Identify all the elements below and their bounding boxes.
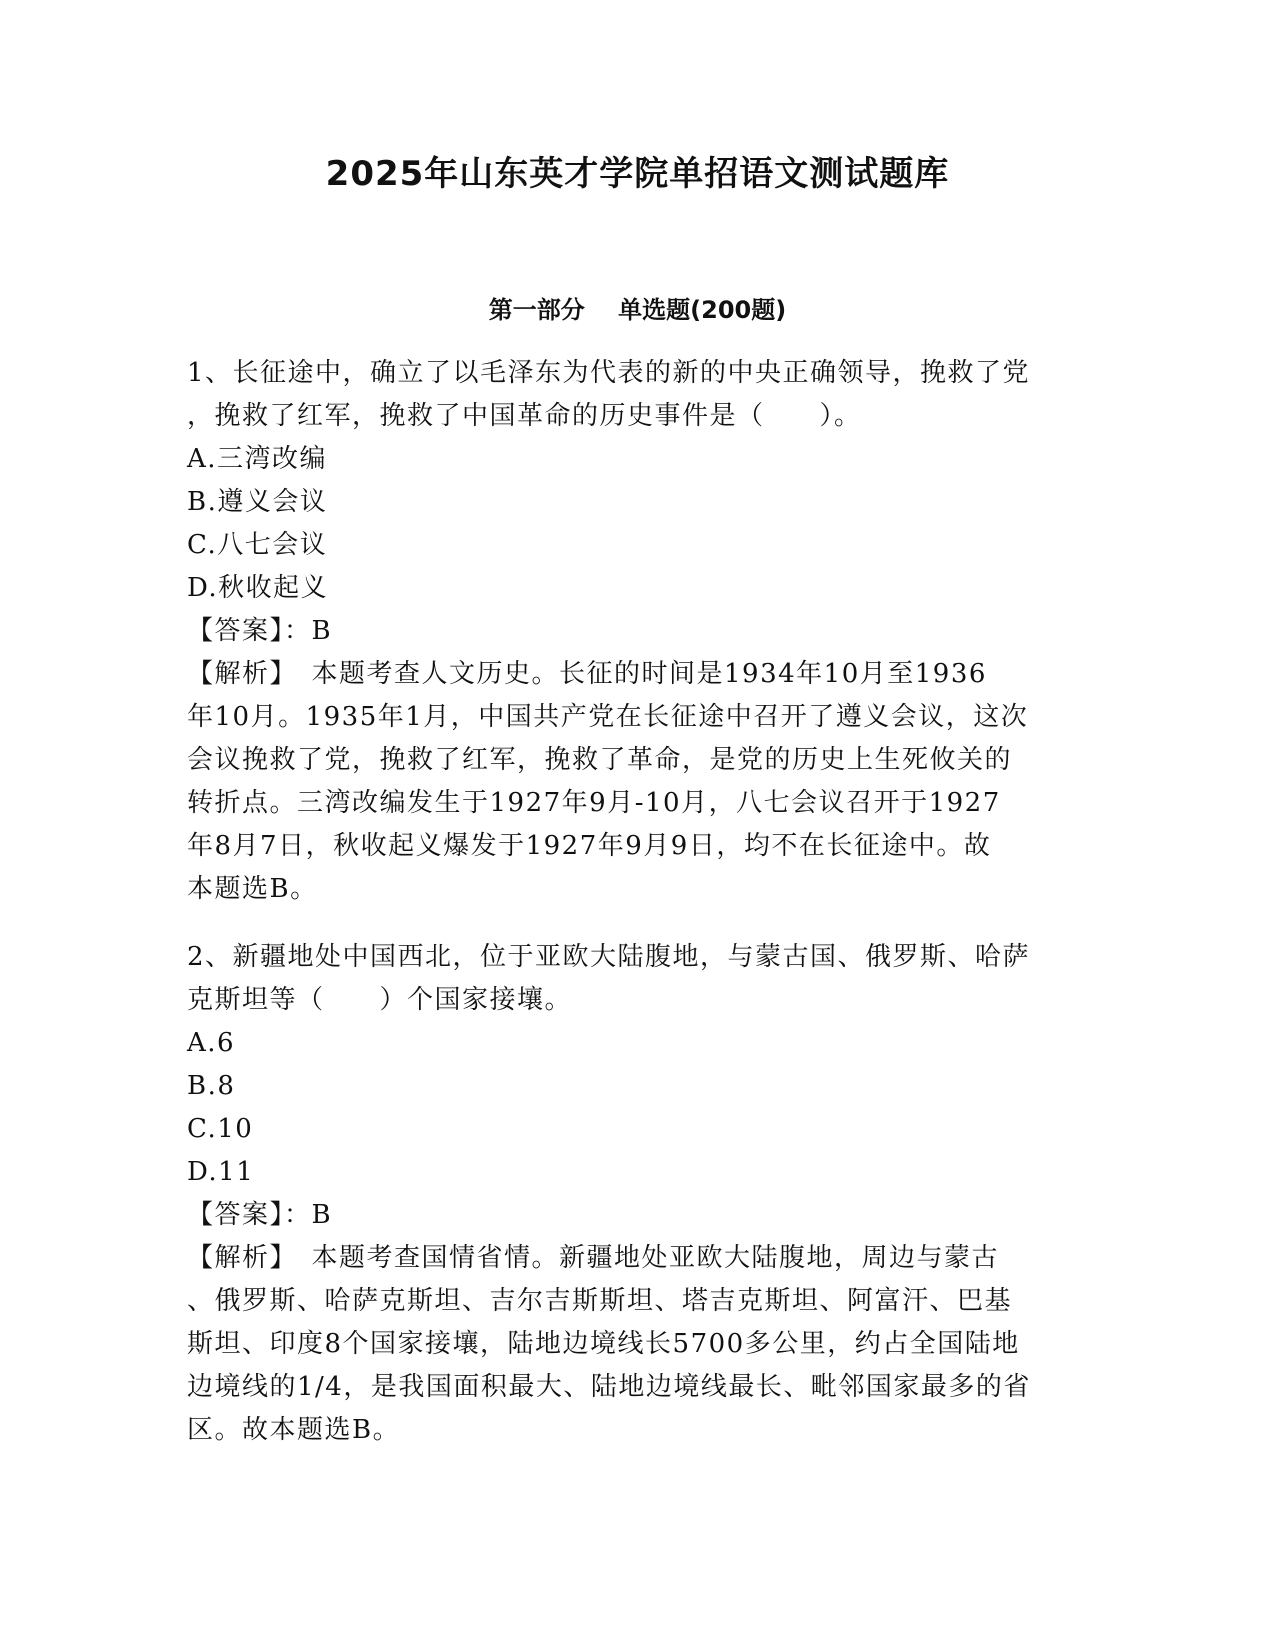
analysis-line: 、俄罗斯、哈萨克斯坦、吉尔吉斯斯坦、塔吉克斯坦、阿富汗、巴基 bbox=[187, 1286, 1013, 1316]
option-b: B.遵义会议 bbox=[187, 487, 328, 517]
question-stem-line: 1、长征途中，确立了以毛泽东为代表的新的中央正确领导，挽救了党 bbox=[187, 358, 1031, 388]
question-2 bbox=[187, 936, 1087, 1452]
question-1 bbox=[187, 352, 1087, 911]
section-heading: 第一部分 单选题(200题) bbox=[488, 296, 787, 324]
analysis-line: 【解析】 本题考查国情省情。新疆地处亚欧大陆腹地，周边与蒙古 bbox=[187, 1243, 1000, 1273]
analysis-line: 斯坦、印度8个国家接壤，陆地边境线长5700多公里，约占全国陆地 bbox=[187, 1329, 1020, 1359]
option-a: A.三湾改编 bbox=[187, 444, 328, 474]
analysis-line: 【解析】 本题考查人文历史。长征的时间是1934年10月至1936 bbox=[187, 659, 987, 689]
analysis-line: 本题选B。 bbox=[187, 874, 318, 904]
option-d: D.秋收起义 bbox=[187, 573, 329, 603]
answer-line: 【答案】：B bbox=[187, 616, 333, 646]
question-stem-line: 克斯坦等（ ）个国家接壤。 bbox=[187, 985, 573, 1015]
option-a: A.6 bbox=[187, 1028, 236, 1058]
question-stem-line: 2、新疆地处中国西北，位于亚欧大陆腹地，与蒙古国、俄罗斯、哈萨 bbox=[187, 942, 1031, 972]
option-b: B.8 bbox=[187, 1071, 236, 1101]
question-stem-line: ，挽救了红军，挽救了中国革命的历史事件是（ ）。 bbox=[187, 401, 862, 431]
analysis-line: 年8月7日，秋收起义爆发于1927年9月9日，均不在长征途中。故 bbox=[187, 831, 992, 861]
option-c: C.10 bbox=[187, 1114, 254, 1144]
option-d: D.11 bbox=[187, 1157, 255, 1187]
answer-line: 【答案】：B bbox=[187, 1200, 333, 1230]
analysis-line: 会议挽救了党，挽救了红军，挽救了革命，是党的历史上生死攸关的 bbox=[187, 745, 1013, 775]
analysis-line: 区。故本题选B。 bbox=[187, 1415, 401, 1445]
analysis-line: 边境线的1/4，是我国面积最大、陆地边境线最长、毗邻国家最多的省 bbox=[187, 1372, 1031, 1402]
option-c: C.八七会议 bbox=[187, 530, 328, 560]
analysis-line: 转折点。三湾改编发生于1927年9月-10月，八七会议召开于1927 bbox=[187, 788, 1001, 818]
analysis-line: 年10月。1935年1月，中国共产党在长征途中召开了遵义会议，这次 bbox=[187, 702, 1029, 732]
document-title: 2025年山东英才学院单招语文测试题库 bbox=[325, 154, 950, 194]
